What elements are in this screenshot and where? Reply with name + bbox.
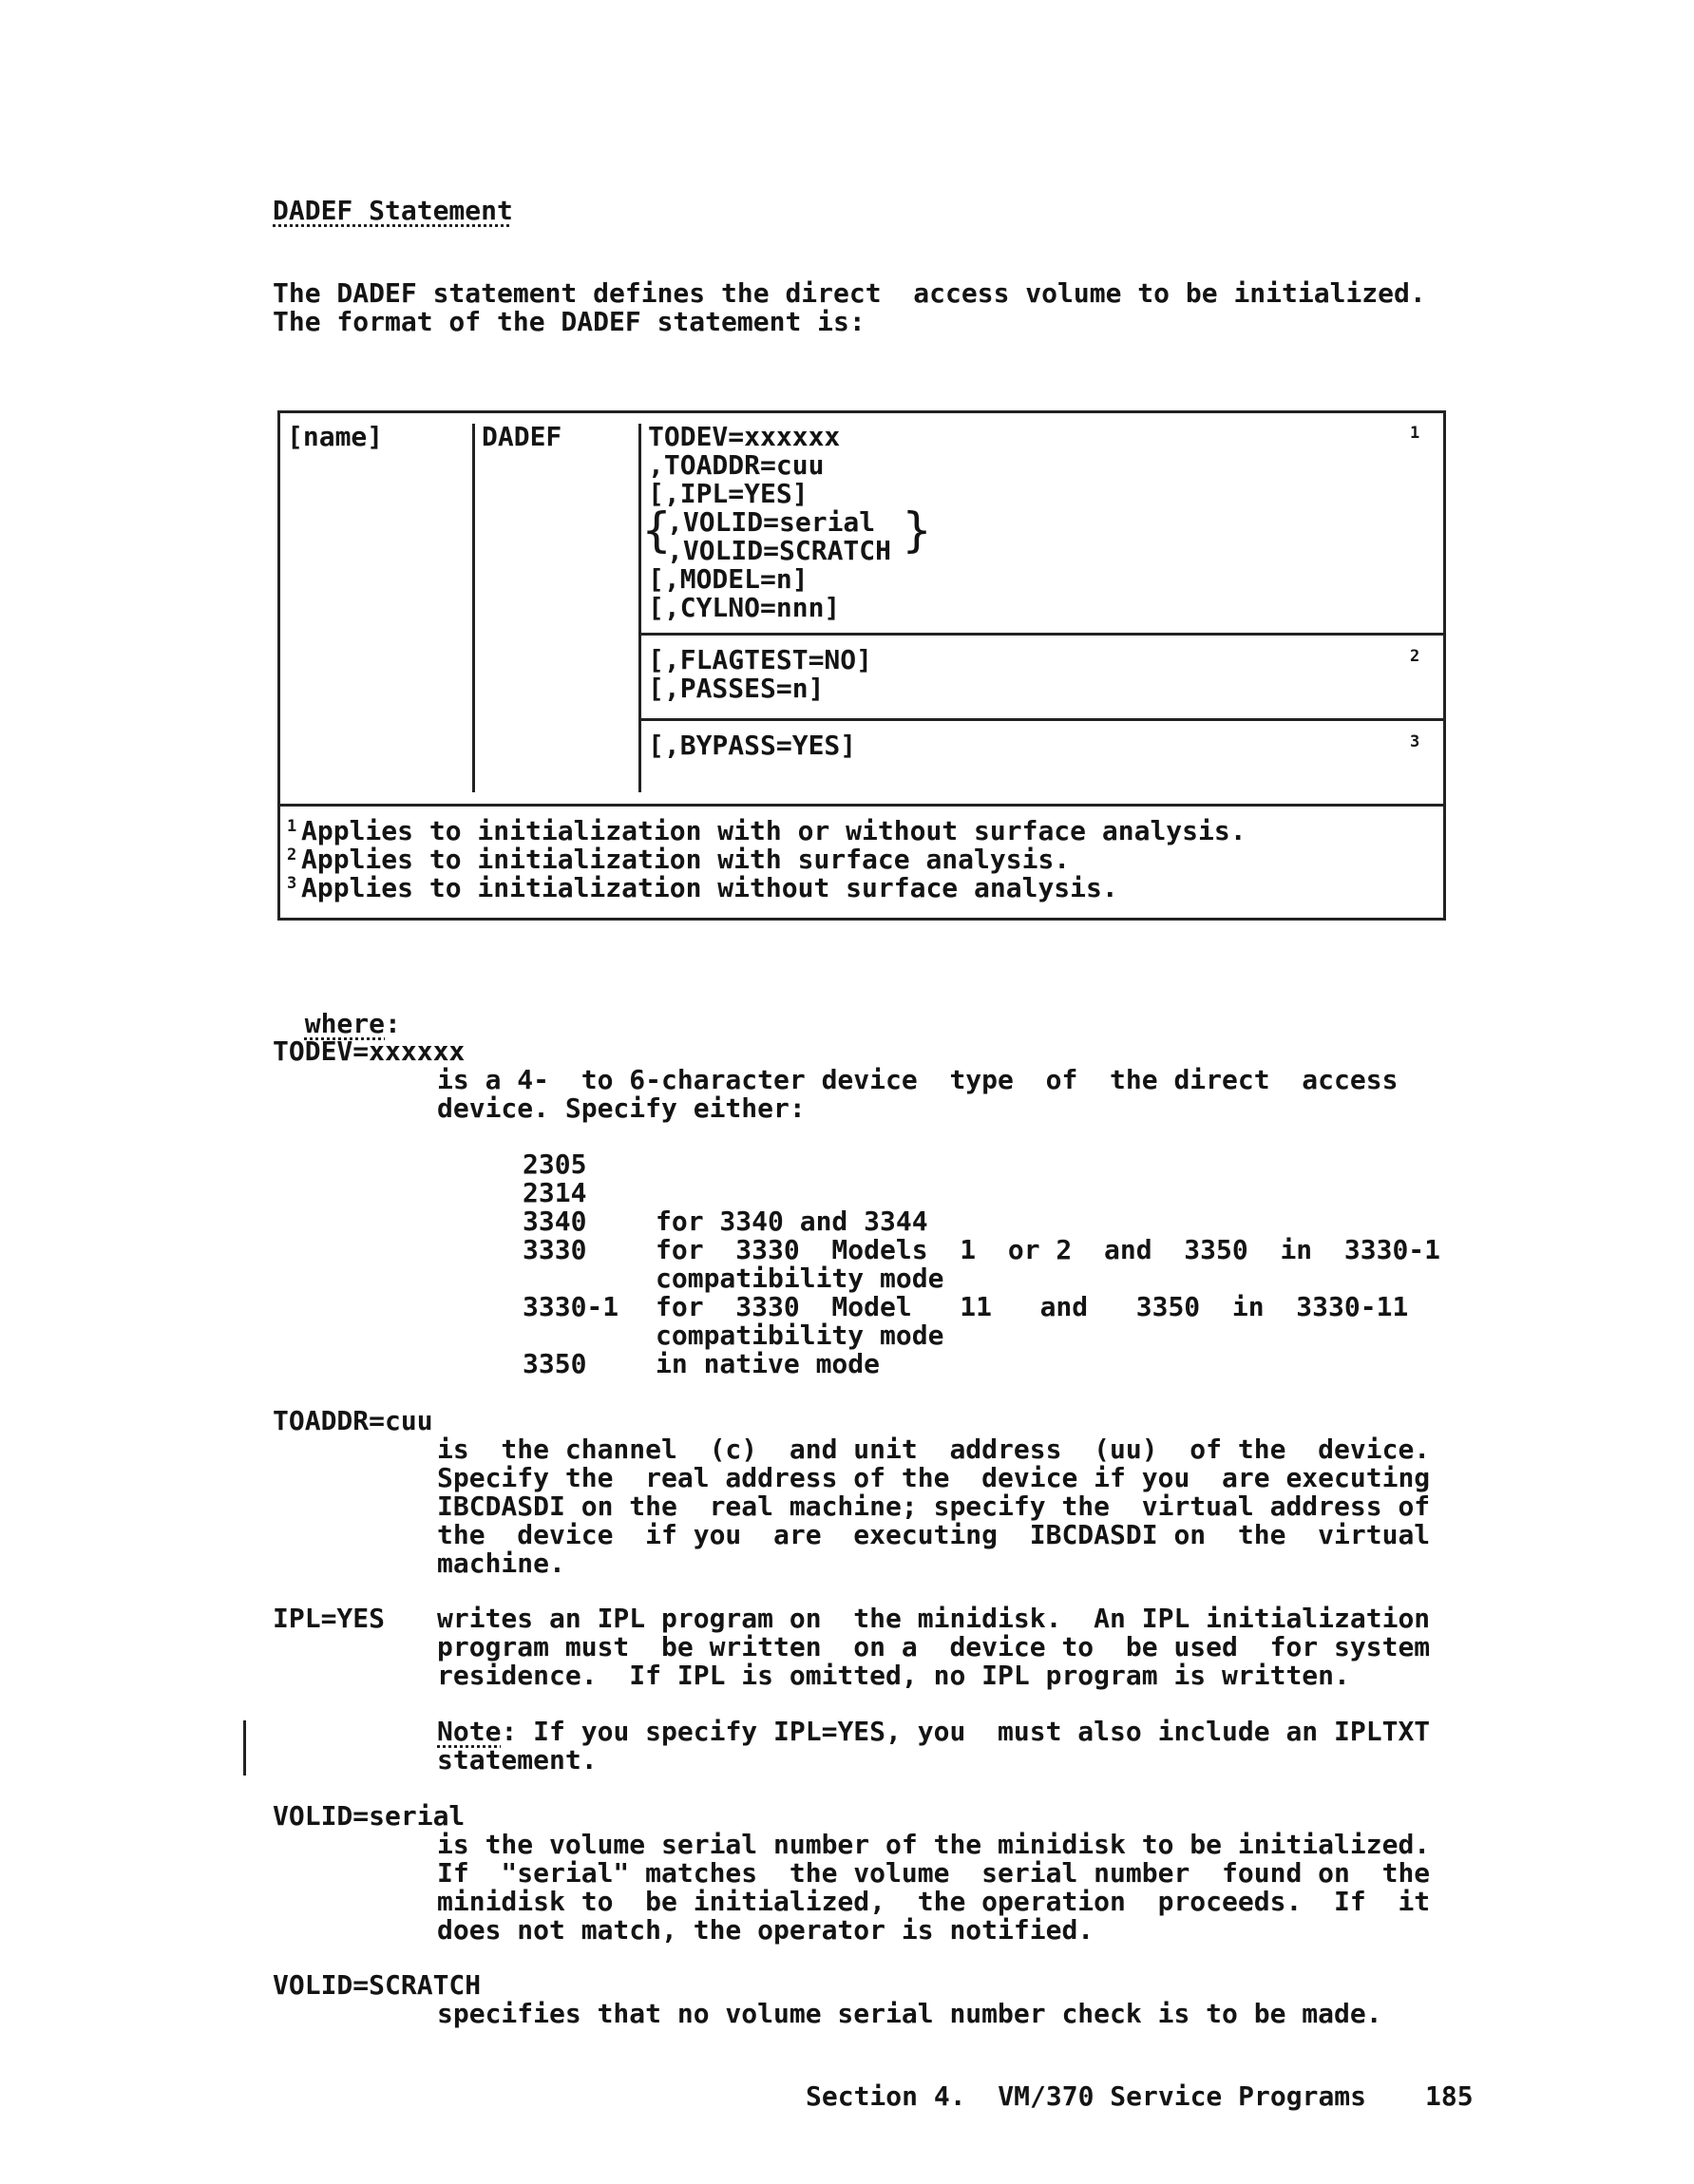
footnote-1-mark: 1 <box>287 817 297 836</box>
ipl-line: residence. If IPL is omitted, no IPL program is written. <box>437 1660 1350 1691</box>
footnote-1-text: Applies to initialization with or without surface analysis. <box>301 815 1247 846</box>
intro-line-1: The DADEF statement defines the direct access volume to be initialized. <box>273 277 1426 309</box>
volid-serial-term: VOLID=serial <box>273 1800 466 1832</box>
where-colon: : <box>385 1008 401 1039</box>
box-group-divider-1 <box>638 633 1446 636</box>
footnote-3-text: Applies to initialization without surface analysis. <box>301 872 1118 903</box>
footnote-3-mark: 3 <box>287 874 297 893</box>
box-column-divider-2 <box>638 424 641 792</box>
syntax-brace-right: } <box>903 503 932 558</box>
syntax-todev: TODEV=xxxxxx <box>648 421 841 452</box>
syntax-passes: [,PASSES=n] <box>648 673 825 704</box>
ipl-note-line-2: statement. <box>437 1744 598 1776</box>
where-label: where <box>304 1008 386 1039</box>
todev-desc-1: is a 4- to 6-character device type of the direct access <box>437 1064 1399 1095</box>
box-bottom-border <box>277 918 1446 921</box>
device-code: 2305 <box>523 1149 587 1180</box>
toaddr-line: IBCDASDI on the real machine; specify the virtual address of <box>437 1491 1431 1522</box>
syntax-volid-serial: ,VOLID=serial <box>667 506 876 538</box>
device-desc: for 3330 Model 11 and 3350 in 3330-11 <box>656 1291 1409 1322</box>
volid-serial-line: is the volume serial number of the minidisk to be initialized. <box>437 1829 1431 1860</box>
ipl-term: IPL=YES <box>273 1603 386 1634</box>
toaddr-line: machine. <box>437 1548 565 1579</box>
syntax-brace-left: { <box>642 503 672 558</box>
page-number: 185 <box>1425 2080 1474 2112</box>
ipl-line: program must be written on a device to be used for system <box>437 1631 1431 1662</box>
page-heading: DADEF Statement <box>273 195 513 226</box>
syntax-volid-scratch: ,VOLID=SCRATCH <box>667 535 892 566</box>
syntax-operation: DADEF <box>482 421 562 452</box>
device-code: 2314 <box>523 1177 587 1208</box>
volid-serial-line: minidisk to be initialized, the operation proceeds. If it <box>437 1886 1431 1917</box>
device-code: 3340 <box>523 1206 587 1237</box>
volid-scratch-term: VOLID=SCRATCH <box>273 1969 482 2001</box>
revision-bar <box>243 1720 246 1776</box>
footer-section: Section 4. VM/370 Service Programs <box>806 2080 1367 2112</box>
toaddr-line: is the channel (c) and unit address (uu) of the device. <box>437 1434 1431 1465</box>
ipl-note-line-1 <box>437 1718 1430 1746</box>
todev-desc-2: device. Specify either: <box>437 1092 806 1124</box>
device-desc: in native mode <box>656 1348 881 1379</box>
toaddr-term: TOADDR=cuu <box>273 1405 433 1436</box>
footnote-2-text: Applies to initialization with surface analysis. <box>301 844 1071 875</box>
syntax-mark-1: 1 <box>1410 424 1420 443</box>
syntax-bypass: [,BYPASS=YES] <box>648 730 857 761</box>
syntax-model: [,MODEL=n] <box>648 563 809 595</box>
device-desc: for 3340 and 3344 <box>656 1206 928 1237</box>
syntax-ipl: [,IPL=YES] <box>648 478 809 509</box>
box-footnote-divider <box>277 804 1446 807</box>
intro-line-2: The format of the DADEF statement is: <box>273 306 866 337</box>
device-desc: compatibility mode <box>656 1320 944 1351</box>
syntax-name: [name] <box>287 421 384 452</box>
syntax-mark-2: 2 <box>1410 647 1420 666</box>
todev-term: TODEV=xxxxxx <box>273 1035 466 1067</box>
device-code: 3350 <box>523 1348 587 1379</box>
box-left-border <box>277 410 280 921</box>
syntax-flagtest: [,FLAGTEST=NO] <box>648 644 873 675</box>
volid-serial-line: If "serial" matches the volume serial number found on the <box>437 1857 1431 1889</box>
syntax-toaddr: ,TOADDR=cuu <box>648 449 825 481</box>
footnote-2-mark: 2 <box>287 845 297 864</box>
device-code: 3330 <box>523 1234 587 1265</box>
box-column-divider-1 <box>472 424 475 792</box>
toaddr-line: the device if you are executing IBCDASDI on the virtual <box>437 1519 1431 1550</box>
device-desc: compatibility mode <box>656 1263 944 1294</box>
volid-serial-line: does not match, the operator is notified. <box>437 1914 1094 1946</box>
note-text: : If you specify IPL=YES, you must also include an IPLTXT <box>501 1716 1431 1747</box>
device-code: 3330-1 <box>523 1291 619 1322</box>
note-label: Note <box>437 1716 502 1747</box>
box-group-divider-2 <box>638 718 1446 721</box>
ipl-line: writes an IPL program on the minidisk. An IPL initialization <box>437 1603 1431 1634</box>
box-top-border <box>277 410 1446 413</box>
volid-scratch-line: specifies that no volume serial number check is to be made. <box>437 1998 1382 2029</box>
box-right-border <box>1443 410 1446 921</box>
syntax-mark-3: 3 <box>1410 732 1420 751</box>
toaddr-line: Specify the real address of the device if you are executing <box>437 1462 1431 1493</box>
syntax-cylno: [,CYLNO=nnn] <box>648 592 841 623</box>
device-desc: for 3330 Models 1 or 2 and 3350 in 3330-1 <box>656 1234 1441 1265</box>
where-heading <box>273 981 401 1038</box>
